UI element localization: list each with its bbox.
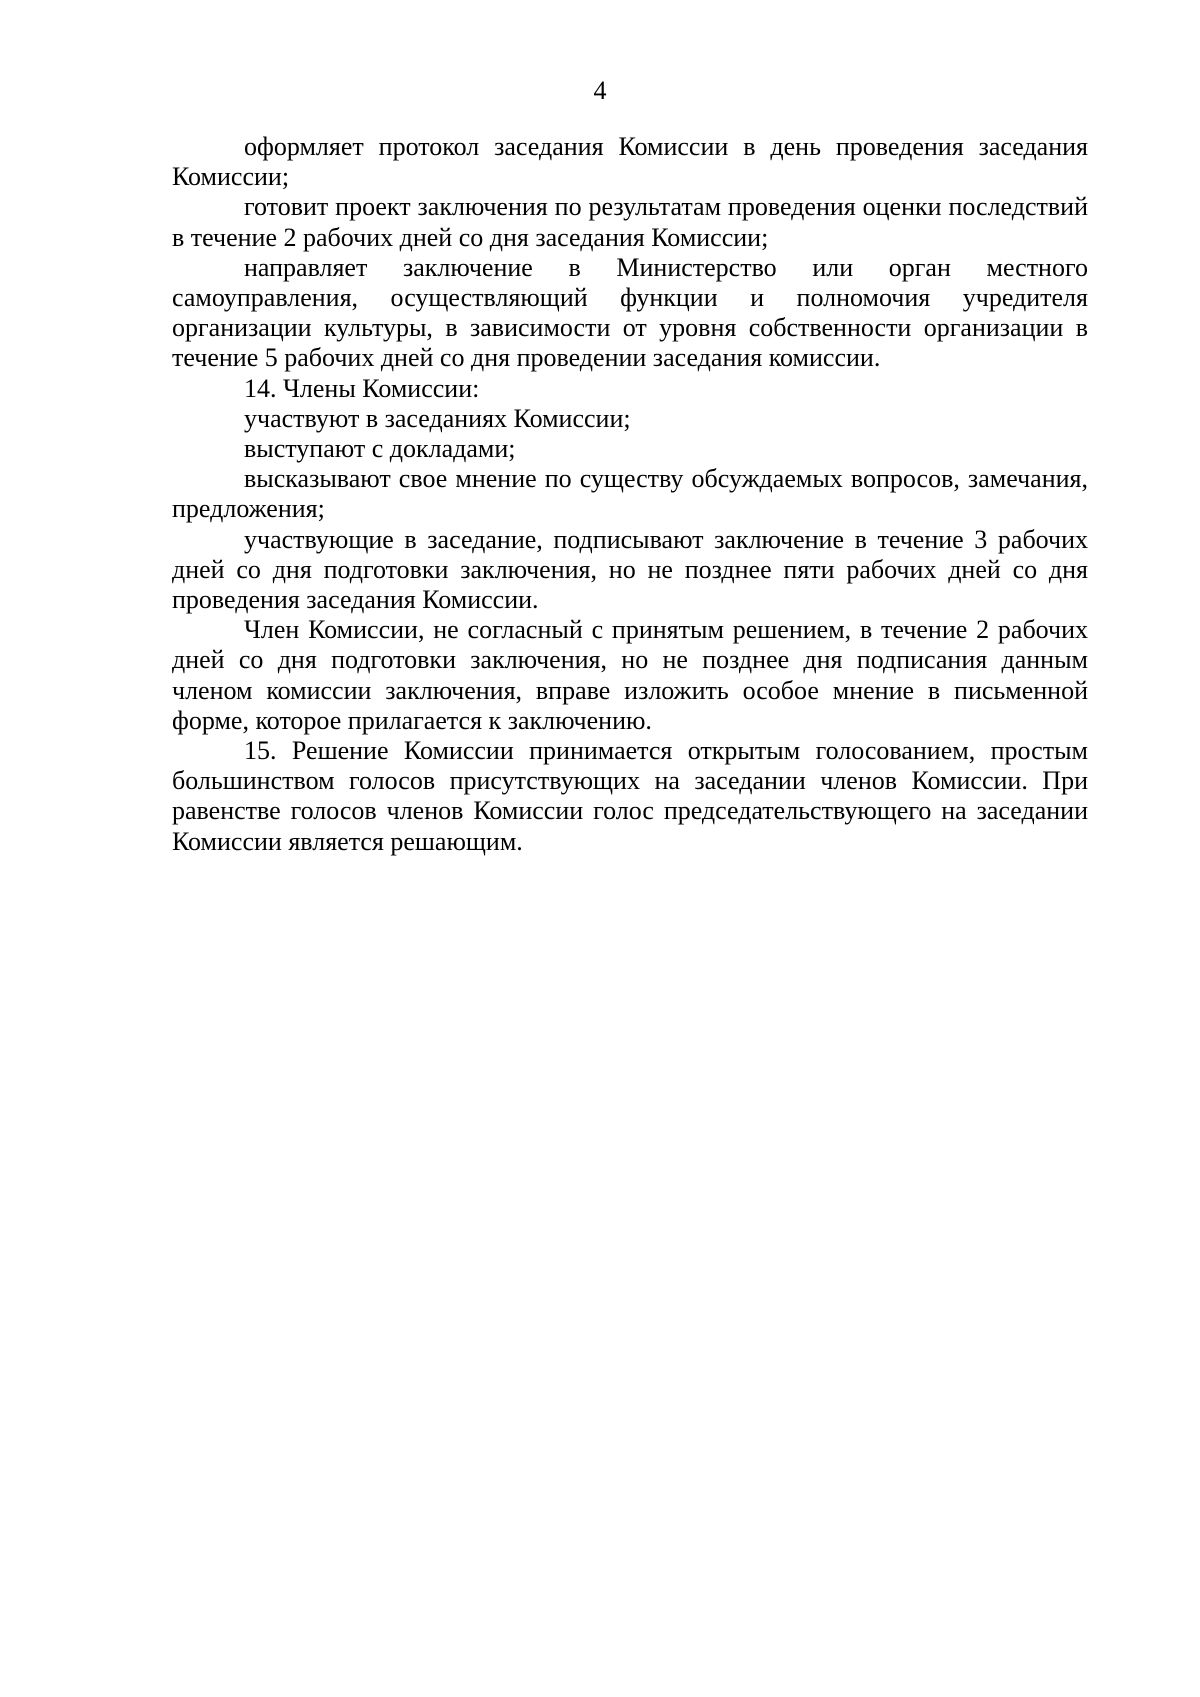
document-body (172, 132, 1088, 857)
paragraph-members-heading: 14. Члены Комиссии: (244, 373, 480, 403)
paragraph-decision: 15. Решение Комиссии принимается открытым голосованием, простым большинством голосов присутствующих на заседании членов Комиссии. При равенстве голосов членов Комиссии голос председательствующего на заседании Комиссии является решающим. (172, 736, 1088, 856)
paragraph-protocol: оформляет протокол заседания Комиссии в день проведения заседания Комиссии; (172, 132, 1088, 192)
paragraph-participate: участвуют в заседаниях Комиссии; (244, 403, 631, 433)
paragraph-sign: участвующие в заседание, подписывают заключение в течение 3 рабочих дней со дня подготовки заключения, но не позднее пяти рабочих дней со дня проведения заседания Комиссии. (172, 524, 1088, 615)
page-number: 4 (593, 76, 607, 105)
paragraph-draft-conclusion: готовит проект заключения по результатам проведения оценки последствий в течение 2 рабочих дней со дня заседания Комиссии; (172, 192, 1088, 252)
paragraph-opinion: высказывают свое мнение по существу обсуждаемых вопросов, замечания, предложения; (172, 464, 1088, 524)
paragraph-dissent: Член Комиссии, не согласный с принятым решением, в течение 2 рабочих дней со дня подготовки заключения, но не позднее дня подписания данным членом комиссии заключения, вправе изложить особое мнение в письменной форме, которое прилагается к заключению. (172, 615, 1088, 735)
paragraph-send-conclusion: направляет заключение в Министерство или орган местного самоуправления, осуществляющий функции и полномочия учредителя организации культуры, в зависимости от уровня собственности организации в течение 5 рабочих дней со дня проведении заседания комиссии. (172, 252, 1088, 373)
paragraph-reports: выступают с докладами; (244, 434, 516, 464)
